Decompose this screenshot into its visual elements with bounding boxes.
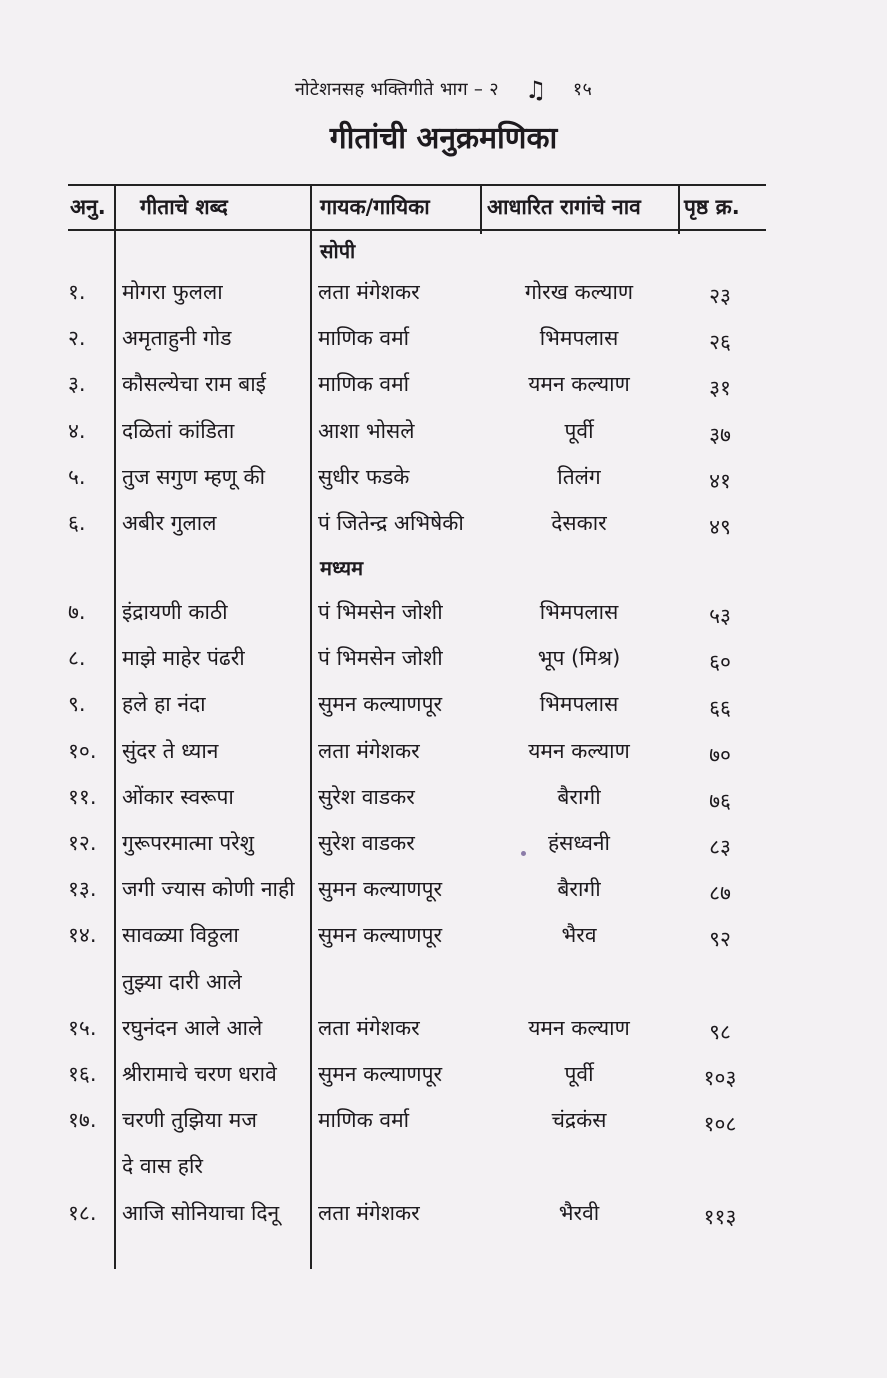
row-serial: १३. (68, 877, 97, 902)
page-title: गीतांची अनुक्रमणिका (329, 121, 558, 156)
row-singer: लता मंगेशकर (318, 280, 420, 304)
table-header-rule (68, 229, 766, 231)
row-serial: १५. (68, 1015, 97, 1040)
row-serial: ३. (68, 372, 86, 397)
row-raag: देसकार (551, 511, 607, 535)
row-raag: यमन कल्याण (528, 1015, 630, 1040)
row-song-title: गुरूपरमात्मा परेशु (122, 831, 255, 855)
row-page: १०८ (703, 1112, 737, 1137)
row-serial: १८. (68, 1200, 97, 1225)
row-song-title: मोगरा फुलला (122, 280, 223, 304)
row-serial: ५. (68, 464, 86, 489)
row-page: ८७ (709, 881, 731, 906)
row-song-title: हले हा नंदा (122, 692, 206, 717)
row-page: ९८ (709, 1019, 731, 1044)
row-singer: पं भिमसेन जोशी (318, 600, 443, 624)
row-page: १०३ (703, 1066, 737, 1090)
row-page: ९२ (709, 927, 731, 952)
row-page: २६ (709, 330, 731, 355)
column-divider (310, 184, 312, 1269)
row-raag: पूर्वी (564, 418, 594, 443)
row-raag: चंद्रकंस (551, 1108, 607, 1133)
row-raag: हंसध्वनी (547, 831, 610, 855)
row-page: ४९ (709, 515, 731, 539)
row-singer: माणिक वर्मा (318, 372, 410, 397)
row-page: ६० (709, 650, 731, 675)
row-song-title: रघुनंदन आले आले (122, 1015, 263, 1040)
column-divider (678, 184, 680, 234)
row-page: ७० (709, 742, 731, 767)
row-page: ६६ (709, 696, 731, 721)
row-song-title: अबीर गुलाल (122, 511, 217, 535)
row-page: ३७ (709, 422, 731, 447)
row-singer: माणिक वर्मा (318, 1108, 410, 1133)
section-heading: सोपी (320, 239, 356, 263)
row-singer: आशा भोसले (318, 418, 415, 443)
row-raag: भिमपलास (539, 600, 619, 624)
row-raag: भैरवी (558, 1200, 600, 1225)
row-song-title: चरणी तुझिया मज (122, 1108, 257, 1133)
row-song-title: तुझ्या दारी आले (122, 969, 242, 994)
row-singer: लता मंगेशकर (318, 738, 420, 763)
music-note-icon: ♫ (524, 76, 547, 104)
row-serial: ८. (68, 646, 86, 671)
row-singer: माणिक वर्मा (318, 326, 410, 351)
page-number: १५ (572, 79, 593, 100)
row-serial: १४. (68, 923, 97, 948)
row-song-title: दळितां कांडिता (122, 418, 235, 443)
row-song-title: ओंकार स्वरूपा (122, 784, 234, 809)
row-raag: भिमपलास (539, 326, 619, 351)
row-serial: १०. (68, 738, 97, 763)
row-page: २३ (709, 284, 731, 308)
column-divider (114, 184, 116, 1269)
row-singer: सुमन कल्याणपूर (318, 1062, 443, 1086)
row-song-title: अमृताहुनी गोड (122, 326, 232, 351)
row-serial: ९. (68, 692, 86, 717)
column-divider (480, 184, 482, 234)
row-page: ३१ (709, 376, 731, 401)
row-serial: १६. (68, 1062, 97, 1086)
row-raag: भिमपलास (539, 692, 619, 717)
row-singer: लता मंगेशकर (318, 1200, 420, 1225)
column-header-raag: आधारित रागांचे नाव (487, 195, 641, 219)
row-raag: बैरागी (557, 877, 601, 902)
row-serial: ७. (68, 600, 86, 624)
row-singer: सुमन कल्याणपूर (318, 923, 443, 948)
row-raag: गोरख कल्याण (524, 280, 634, 304)
row-page: ११३ (703, 1204, 737, 1229)
row-singer: सुरेश वाडकर (318, 831, 415, 855)
paper-speck (521, 851, 526, 856)
row-singer: सुधीर फडके (318, 464, 410, 489)
row-raag: भैरव (561, 923, 597, 948)
row-raag: यमन कल्याण (528, 372, 630, 397)
row-raag: पूर्वी (564, 1062, 594, 1086)
row-raag: यमन कल्याण (528, 738, 630, 763)
row-singer: सुमन कल्याणपूर (318, 692, 443, 717)
row-serial: १७. (68, 1108, 97, 1133)
section-heading: मध्यम (320, 556, 364, 580)
row-singer: पं जितेन्द्र अभिषेकी (318, 511, 464, 535)
running-header (0, 76, 887, 104)
row-song-title: जगी ज्यास कोणी नाही (122, 877, 295, 902)
row-song-title: माझे माहेर पंढरी (122, 646, 245, 671)
column-header-song: गीताचे शब्द (140, 195, 228, 219)
row-song-title: दे वास हरि (122, 1154, 203, 1179)
row-page: ४१ (709, 468, 731, 493)
row-singer: पं भिमसेन जोशी (318, 646, 443, 671)
row-raag: तिलंग (557, 464, 601, 489)
column-header-serial: अनु. (70, 195, 106, 219)
row-song-title: कौसल्येचा राम बाई (122, 372, 266, 397)
table-top-rule (68, 184, 766, 186)
row-page: ५३ (709, 604, 731, 628)
row-song-title: तुज सगुण म्हणू की (122, 464, 266, 489)
row-serial: १२. (68, 831, 97, 855)
column-header-page: पृष्ठ क्र. (684, 195, 740, 219)
row-song-title: आजि सोनियाचा दिनू (122, 1200, 280, 1225)
row-song-title: श्रीरामाचे चरण धरावे (122, 1062, 277, 1086)
row-raag: बैरागी (557, 784, 601, 809)
running-title: नोटेशनसह भक्तिगीते भाग – २ (294, 79, 499, 100)
column-header-singer: गायक/गायिका (320, 195, 430, 219)
row-serial: ११. (68, 784, 97, 809)
row-song-title: इंद्रायणी काठी (122, 600, 228, 624)
row-serial: ६. (68, 511, 86, 535)
row-serial: १. (68, 280, 86, 304)
row-singer: सुमन कल्याणपूर (318, 877, 443, 902)
row-serial: ४. (68, 418, 86, 443)
row-page: ७६ (709, 788, 731, 813)
row-serial: २. (68, 326, 86, 351)
row-singer: सुरेश वाडकर (318, 784, 415, 809)
row-song-title: सुंदर ते ध्यान (122, 738, 219, 763)
row-song-title: सावळ्या विठ्ठला (122, 923, 239, 948)
row-singer: लता मंगेशकर (318, 1015, 420, 1040)
row-page: ८३ (709, 835, 731, 859)
row-raag: भूप (मिश्र) (537, 646, 621, 671)
